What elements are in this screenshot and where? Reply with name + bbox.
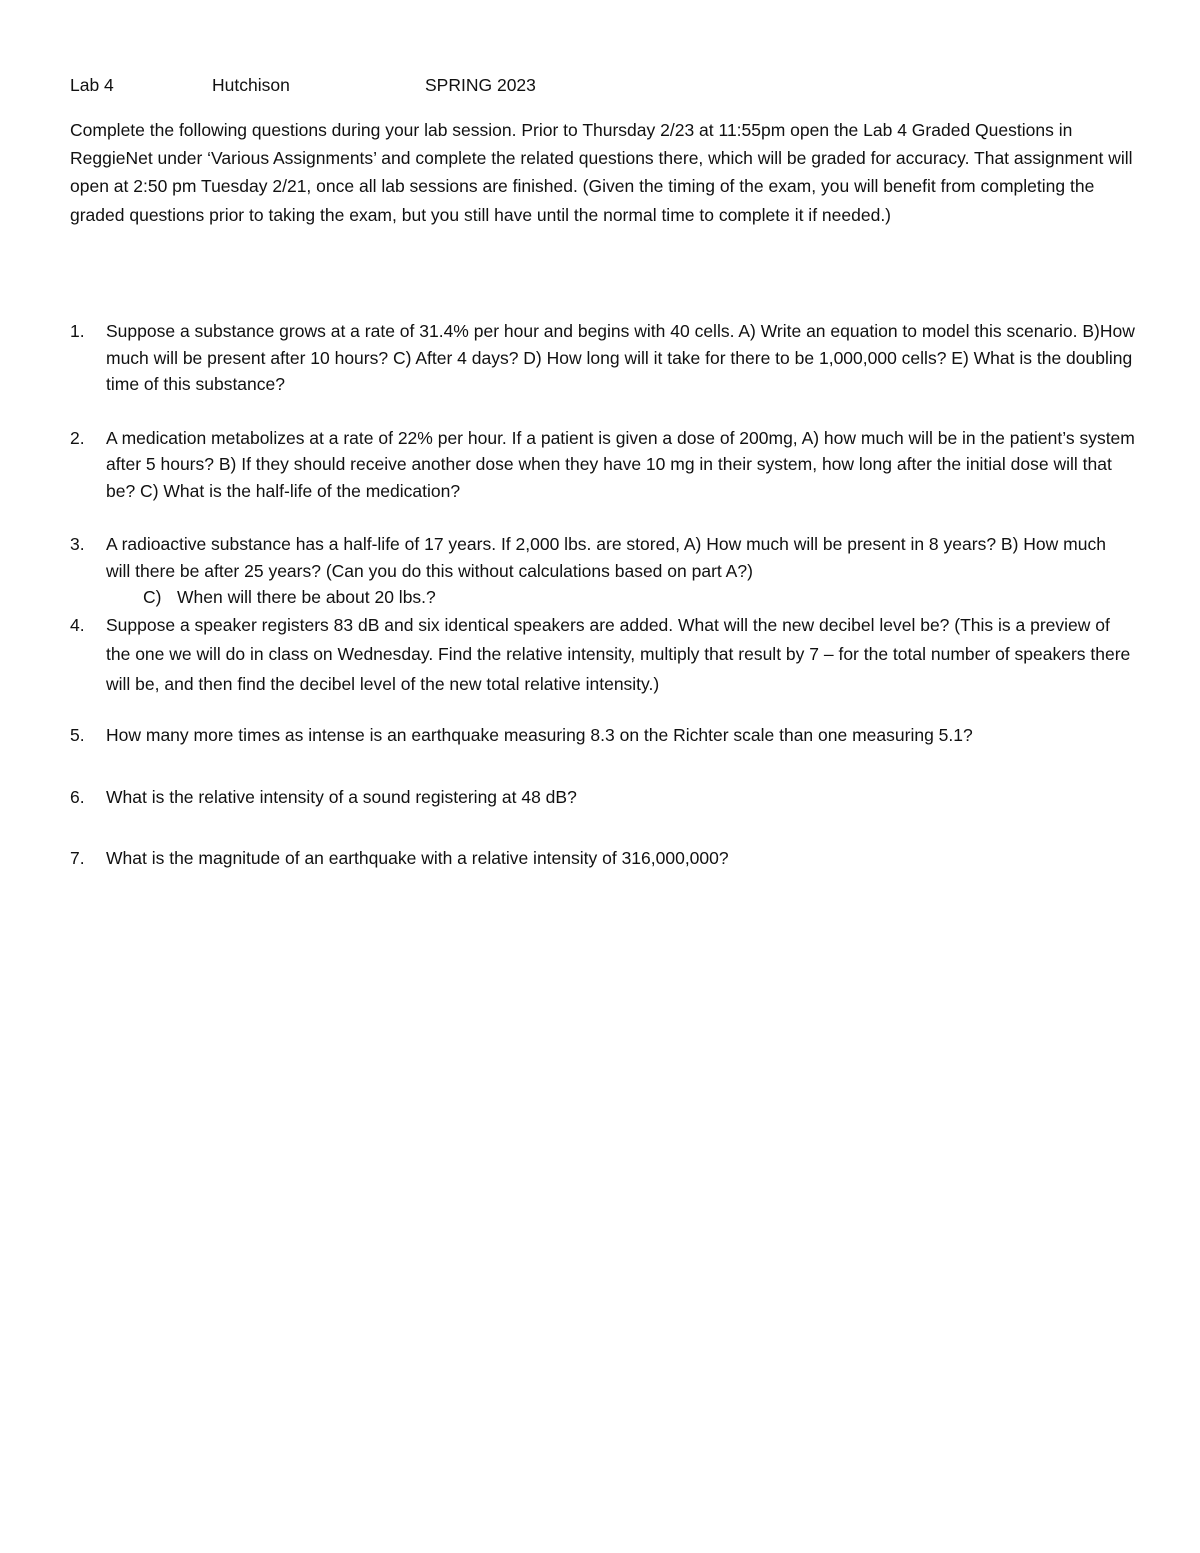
question-text: What is the relative intensity of a sound registering at 48 dB?: [106, 786, 577, 807]
question-text: How many more times as intense is an earthquake measuring 8.3 on the Richter scale than one measuring 5.1?: [106, 725, 973, 745]
question-text: What is the magnitude of an earthquake with a relative intensity of 316,000,000?: [106, 848, 729, 868]
question-number: 2.: [70, 427, 85, 448]
term-label: SPRING 2023: [425, 75, 536, 95]
question-number: 1.: [70, 321, 85, 341]
sub-question-text: When will there be about 20 lbs.?: [177, 587, 436, 607]
question-item: [70, 531, 1135, 611]
question-number: 3.: [70, 534, 85, 554]
sub-question-letter: C): [143, 587, 162, 607]
instructions-paragraph: Complete the following questions during your lab session. Prior to Thursday 2/23 at 11:55pm open the Lab 4 Graded Questions in ReggieNet under ‘Various Assignments’ and complete the related questions there, which will be graded for accuracy. That assignment will open at 2:50 pm Tuesday 2/21, once all lab sessions are finished. (Given the timing of the exam, you will benefit from completing the graded questions prior to taking the exam, but you still have until the normal time to complete it if needed.): [70, 120, 1133, 225]
question-item: [70, 722, 1135, 749]
question-item: [70, 425, 1135, 505]
question-item: [70, 784, 1135, 811]
question-item: [70, 318, 1135, 398]
question-text: Suppose a substance grows at a rate of 31.4% per hour and begins with 40 cells. A) Write an equation to model this scenario. B)How much will be present after 10 hours? C) After 4 days? D) How long will it take for there to be 1,000,000 cells? E) What is the doubling time of this substance?: [106, 321, 1135, 394]
sub-question: [106, 584, 1135, 611]
instructor-name: Hutchison: [212, 75, 290, 95]
question-item: [70, 845, 1135, 872]
question-text: A medication metabolizes at a rate of 22% per hour. If a patient is given a dose of 200mg, A) how much will be in the patient’s system after 5 hours? B) If they should receive another dose when they have 10 mg in their system, how long after the initial dose will that be? C) What is the half-life of the medication?: [106, 427, 1135, 501]
question-item: [70, 611, 1135, 700]
question-list: [70, 318, 1135, 872]
question-text: A radioactive substance has a half-life of 17 years. If 2,000 lbs. are stored, A) How much will be present in 8 years? B) How much will there be after 25 years? (Can you do this without calculations based on part A?): [106, 534, 1106, 581]
question-number: 4.: [70, 614, 85, 635]
lab-number: Lab 4: [70, 75, 114, 95]
question-number: 6.: [70, 786, 85, 807]
question-text: Suppose a speaker registers 83 dB and six identical speakers are added. What will the new decibel level be? (This is a preview of the one we will do in class on Wednesday. Find the relative intensity, multiply that result by 7 – for the total number of speakers there will be, and then find the decibel level of the new total relative intensity.): [106, 614, 1131, 694]
question-number: 7.: [70, 848, 85, 868]
question-number: 5.: [70, 725, 85, 745]
